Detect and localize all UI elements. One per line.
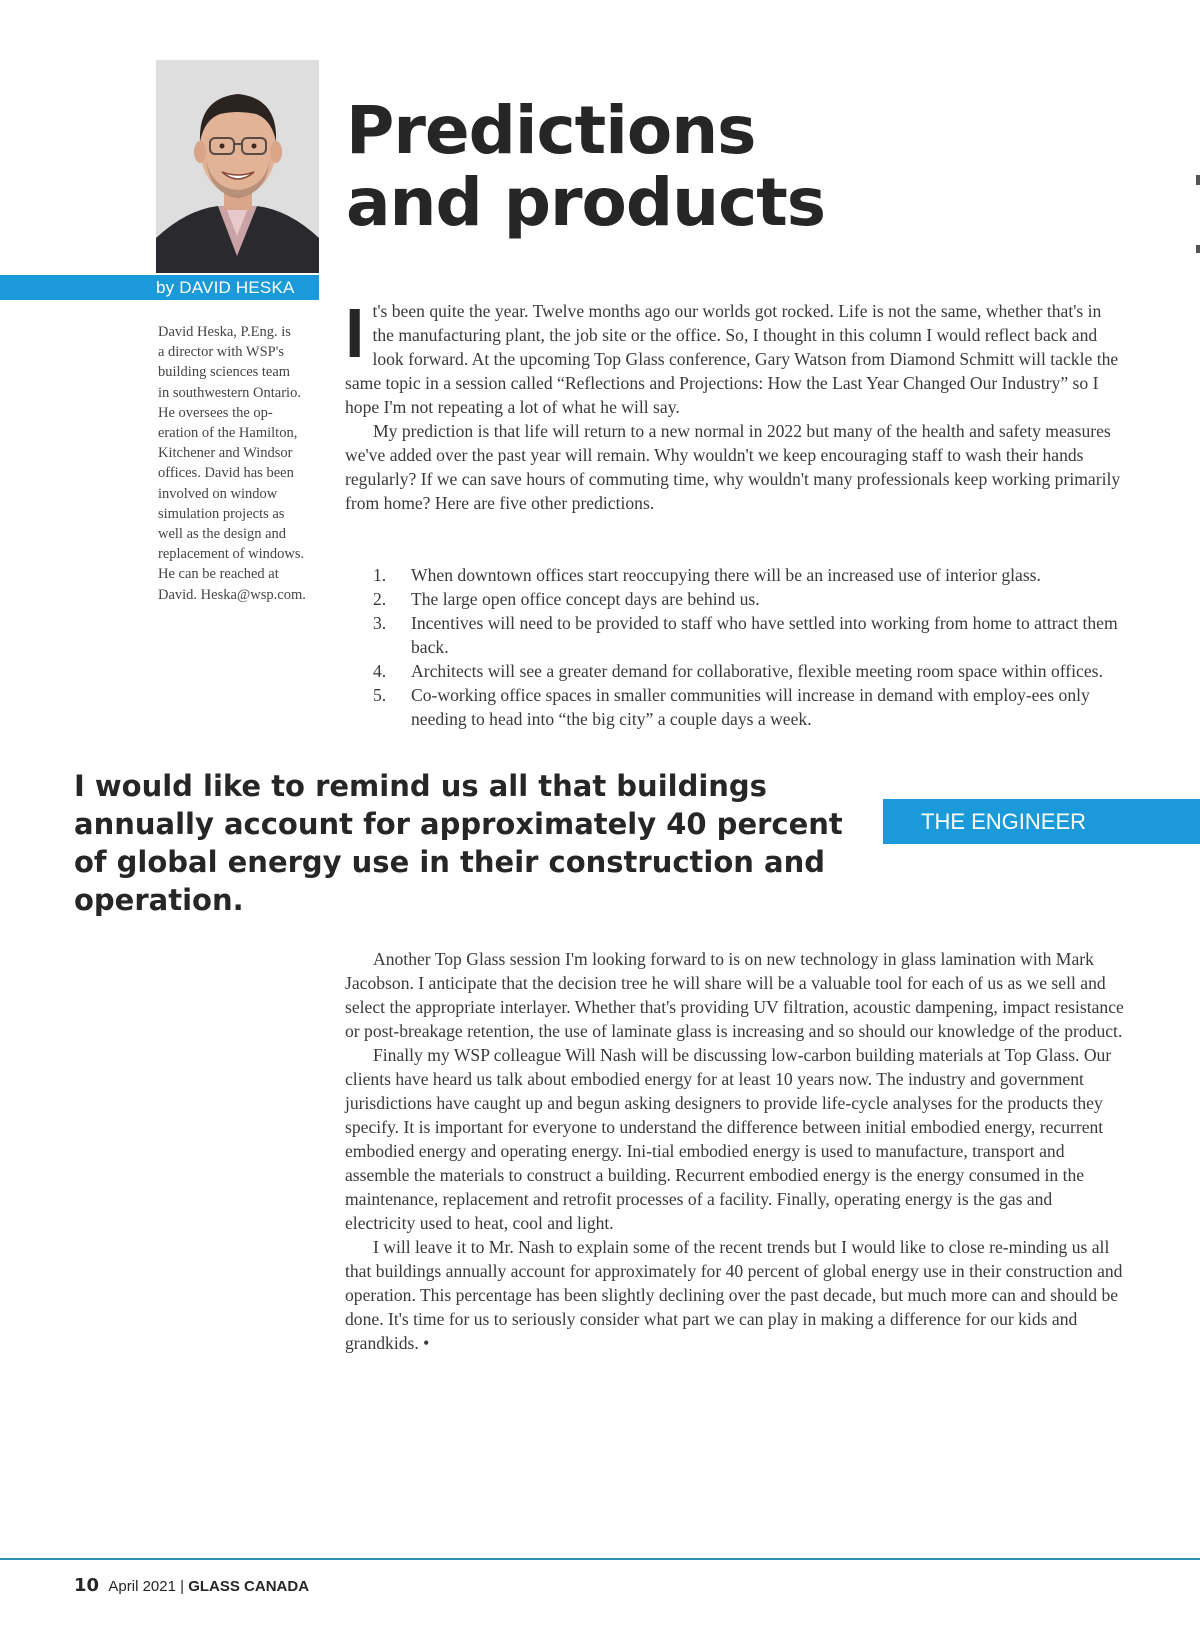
- publication-name: GLASS CANADA: [188, 1578, 310, 1595]
- prediction-item: [345, 611, 1135, 659]
- bio-line: Kitchener and Windsor: [158, 445, 293, 462]
- author-bio: [158, 322, 321, 605]
- drop-cap: I: [345, 294, 365, 372]
- article-paragraph-4: Finally my WSP colleague Will Nash will be discussing low-carbon building materials at Top Glass. Our clients have heard us talk about embodied energy for at least 10 years now. The industry and government jurisdictions have caught up and begun asking designers to provide life-cycle analyses for the products they specify. It is important for everyone to understand the difference between initial embodied energy, recurrent embodied energy and operating energy. Ini-tial embodied energy is used to manufacture, transport and assemble the materials to construct a building. Recurrent embodied energy is the energy consumed in the maintenance, replacement and retrofit processes of a facility. Finally, operating energy is the gas and electricity used to heat, cool and light.: [345, 1045, 1112, 1233]
- section-tag: THE ENGINEER: [883, 799, 1200, 844]
- article-paragraph-5: I will leave it to Mr. Nash to explain some of the recent trends but I would like to close re-minding us all that buildings annually account for approximately for 40 percent of global energy use in their construction and operation. This percentage has been slightly declining over the past decade, but much more can and should be done. It's time for us to seriously consider what part we can play in making a difference for our kids and grandkids. •: [345, 1237, 1123, 1353]
- bio-line: replacement of windows.: [158, 546, 305, 563]
- issue-date: April 2021: [108, 1578, 176, 1595]
- bio-line: offices. David has been: [158, 465, 294, 482]
- byline: by DAVID HESKA: [156, 278, 295, 297]
- prediction-number: 2.: [373, 589, 387, 609]
- bio-line: He can be reached at: [158, 566, 279, 583]
- page-number: 10: [74, 1575, 100, 1596]
- author-photo: [156, 60, 319, 273]
- headline: [346, 92, 1046, 241]
- author-portrait-image: [156, 60, 319, 273]
- prediction-number: 5.: [373, 685, 387, 705]
- prediction-item: [345, 683, 1135, 731]
- prediction-item: [345, 659, 1135, 683]
- article-paragraph-1: t's been quite the year. Twelve months ago our worlds got rocked. Life is not the same, whether that's in the manufacturing plant, the job site or the office. So, I thought in this column I would reflect back and look forward. At the upcoming Top Glass conference, Gary Watson from Diamond Schmitt will tackle the same topic in a session called “Reflections and Projections: How the Last Year Changed Our Industry” so I hope I'm not repeating a lot of what he will say.: [345, 301, 1119, 417]
- bio-line: involved on window: [158, 485, 278, 502]
- article-paragraph-2: My prediction is that life will return to a new normal in 2022 but many of the health and safety measures we've added over the past year will remain. Why wouldn't we keep encouraging staff to wash their hands regularly? If we can save hours of commuting time, why wouldn't many professionals keep working primarily from home? Here are five other predictions.: [345, 421, 1121, 513]
- pull-quote: I would like to remind us all that buildings annually account for approximately 40 percent of global energy use in their construction and operation.: [74, 769, 843, 917]
- article-paragraph-3: Another Top Glass session I'm looking forward to is on new technology in glass lamination with Mark Jacobson. I anticipate that the decision tree he will share will be a valuable tool for each of us as we sell and select the appropriate interlayer. Whether that's providing UV filtration, acoustic dampening, impact resistance or post-breakage retention, the use of laminate glass is increasing and so should our knowledge of the product.: [345, 949, 1124, 1041]
- footer-rule: [0, 1558, 1200, 1560]
- page-edge-mark: [1196, 175, 1200, 185]
- bio-line: eration of the Hamilton,: [158, 425, 298, 442]
- bio-line: simulation projects as: [158, 505, 285, 522]
- footer-separator: |: [180, 1578, 185, 1595]
- bio-email-line[interactable]: David. Heska@wsp.com.: [158, 586, 306, 603]
- prediction-number: 1.: [373, 565, 387, 585]
- bio-line: a director with WSP's: [158, 344, 284, 361]
- headline-line-1: Predictions: [346, 92, 756, 169]
- prediction-text: Co-working office spaces in smaller communities will increase in demand with employ-ees only needing to head into “the big city” a couple days a week.: [411, 685, 1090, 729]
- article-column-top: [345, 294, 1125, 515]
- prediction-text: Architects will see a greater demand for collaborative, flexible meeting room space within offices.: [411, 661, 1103, 681]
- prediction-text: Incentives will need to be provided to staff who have settled into working from home to attract them back.: [411, 613, 1118, 657]
- prediction-item: [345, 587, 1135, 611]
- bio-line: well as the design and: [158, 526, 287, 543]
- prediction-number: 4.: [373, 661, 387, 681]
- bio-line: David Heska, P.Eng. is: [158, 324, 291, 340]
- prediction-text: When downtown offices start reoccupying there will be an increased use of interior glass.: [411, 565, 1041, 585]
- headline-line-2: and products: [346, 164, 826, 241]
- predictions-list: [345, 563, 1135, 731]
- bio-line: in southwestern Ontario.: [158, 384, 301, 401]
- prediction-text: The large open office concept days are behind us.: [411, 589, 760, 609]
- bio-line: building sciences team: [158, 364, 291, 381]
- bio-line: He oversees the op-: [158, 404, 273, 421]
- page-edge-mark: [1196, 245, 1200, 253]
- article-column-bottom: [345, 947, 1125, 1355]
- prediction-item: [345, 563, 1135, 587]
- page-footer: [74, 1575, 309, 1596]
- prediction-number: 3.: [373, 613, 387, 633]
